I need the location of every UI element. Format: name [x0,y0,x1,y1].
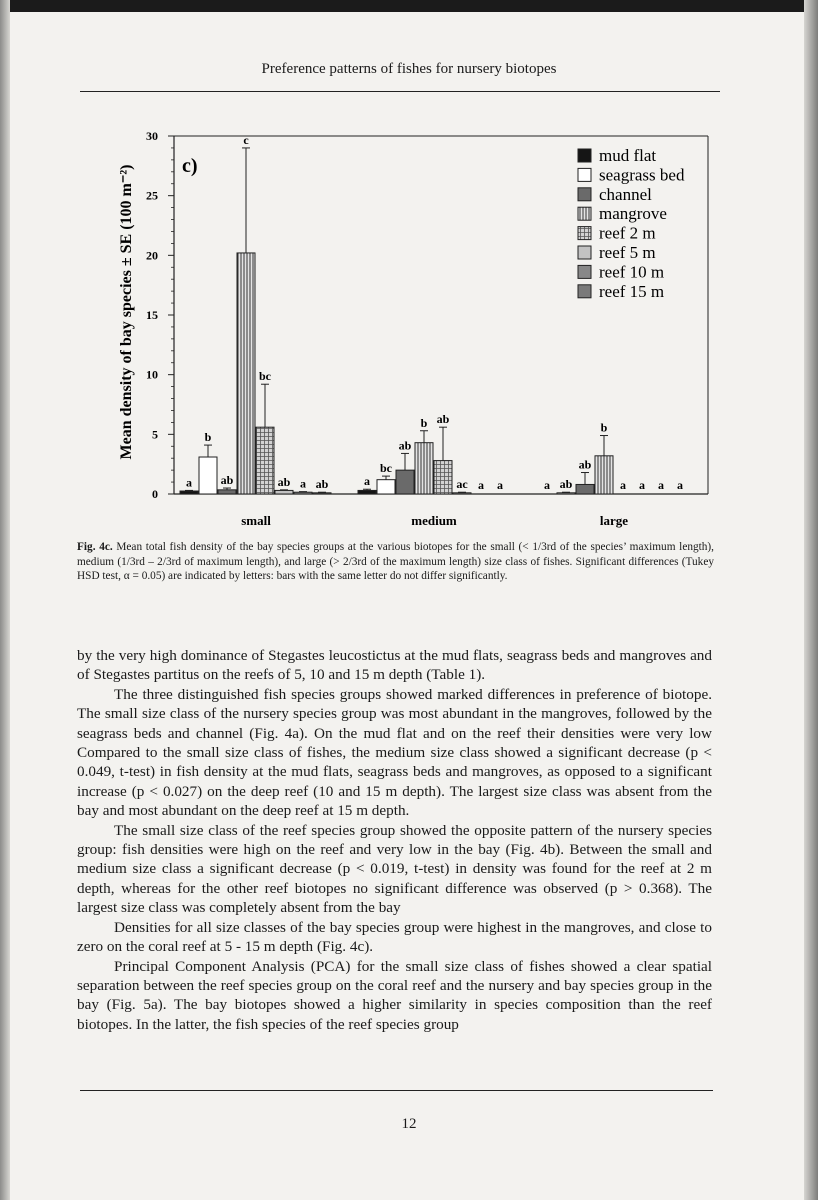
paragraph: Densities for all size classes of the bay species group were highest in the mangroves, and close to zero on the coral reef at 5 - 15 m depth (Fig. 4c). [77,918,712,956]
legend-label: mud flat [599,146,657,165]
page-number: 12 [401,1116,417,1132]
figure-caption [77,540,714,584]
y-tick-label: 10 [146,367,158,382]
significance-letter: a [364,474,370,489]
bar [595,456,613,494]
significance-letter: ab [578,457,592,472]
bar [415,443,433,494]
bar [453,493,471,494]
x-category-label: small [241,513,271,528]
significance-letter: a [677,478,683,492]
legend-label: reef 15 m [599,281,665,301]
bar [294,492,312,494]
caption-label: Fig. 4c. [77,541,113,553]
legend-label: seagrass bed [599,165,685,185]
significance-letter: a [186,475,192,490]
legend-label: reef 10 m [599,262,665,282]
legend-swatch [578,227,591,240]
legend-swatch [578,188,591,201]
significance-letter: b [204,430,212,445]
significance-letter: b [420,415,428,430]
legend-swatch [578,149,591,162]
significance-letter: bc [380,461,392,476]
y-tick-label: 5 [152,427,158,442]
bar [358,490,376,494]
significance-letter: a [639,478,645,492]
bar [237,253,255,494]
paragraph: by the very high dominance of Stegastes leucostictus at the mud flats, seagrass beds and mangroves and of Stegastes partitus on the reefs of 5, 10 and 15 m depth (Table 1). [77,647,712,684]
legend-swatch [578,285,591,298]
y-tick-label: 15 [146,308,158,322]
bar [396,470,414,494]
significance-letter: ab [559,477,573,492]
bar [557,493,575,494]
bar [576,484,594,494]
legend-label: mangrove [599,204,667,224]
y-axis-label: Mean density of bay species ± SE (100 m⁻²) [118,164,135,460]
bar [218,490,236,494]
footer-rule [80,1090,713,1091]
caption-text: Mean total fish density of the bay species groups at the various biotopes for the small (< 1/3rd of the species’ maximum length), medium (1/3rd – 2/3rd of maximum length), and large (> 2/3rd of the maximum length) size class of fishes. Significant differences (Tukey HSD test, α = 0.05) are indicated by letters: bars with the same letter do not differ significantly. [77,541,714,583]
significance-letter: ac [456,477,468,492]
significance-letter: bc [259,369,271,384]
paragraph: The three distinguished fish species groups showed marked differences in preference of biotope. The small size class of the nursery species group was most abundant in the mangroves, followed by the seagrass beds and channel (Fig. 4a). On the mud flat and on the reef their densities were very low Compared to the small size class of fishes, the medium size class showed a significant decrease (p < 0.049, t-test) in fish density at the mud flats, seagrass beds and mangroves, as opposed to a significant increase (p < 0.027) on the deep reef (10 and 15 m depth). The largest size class was absent from the bay and most abundant on the deep reef at 15 m depth. [77,685,712,820]
significance-letter: ab [315,477,329,492]
significance-letter: ab [277,474,291,489]
significance-letter: b [600,420,608,435]
significance-letter: a [300,476,306,491]
significance-letter: ab [398,438,412,453]
x-category-label: large [599,513,629,528]
x-category-label: medium [411,513,457,528]
bar [275,490,293,494]
running-header: Preference patterns of fishes for nursery biotopes [261,61,557,77]
significance-letter: a [478,478,484,492]
legend-label: reef 2 m [599,223,656,243]
bar [313,493,331,494]
y-tick-label: 25 [146,188,158,203]
bar-chart [0,0,818,540]
significance-letter: c [243,132,249,147]
significance-letter: a [658,478,664,492]
body-text [77,646,712,1034]
legend-label: reef 5 m [599,243,656,262]
bar [377,480,395,494]
bar [180,491,198,494]
y-tick-label: 0 [152,487,158,501]
y-tick-label: 30 [146,129,158,143]
bar [199,457,217,494]
significance-letter: ab [436,412,450,427]
legend-swatch [578,265,591,278]
legend-swatch [578,168,591,181]
significance-letter: a [497,478,503,492]
legend-label: channel [599,184,652,204]
bar [256,427,274,494]
paragraph: Principal Component Analysis (PCA) for the small size class of fishes showed a clear spatial separation between the reef species group on the coral reef and the nursery and bay species group in the bay (Fig. 5a). The bay biotopes showed a higher similarity in species composition than the reef biotopes. In the latter, the fish species of the reef species group [77,957,712,1033]
significance-letter: ab [220,473,234,488]
bar [434,461,452,494]
legend-swatch [578,207,591,220]
legend-swatch [578,246,591,259]
paragraph: The small size class of the reef species group showed the opposite pattern of the nursery species group: fish densities were high on the reef and very low in the bay (Fig. 4b). Between the small and medium size class a significant decrease (p < 0.019, t-test) in density was found for the reef at 2 m depth, whereas for the other reef biotopes no significant difference was observed (p > 0.368). The largest size class was completely absent from the bay [77,821,712,917]
significance-letter: a [544,478,550,492]
panel-label: c) [182,155,198,177]
significance-letter: a [620,478,626,492]
y-tick-label: 20 [146,248,158,263]
